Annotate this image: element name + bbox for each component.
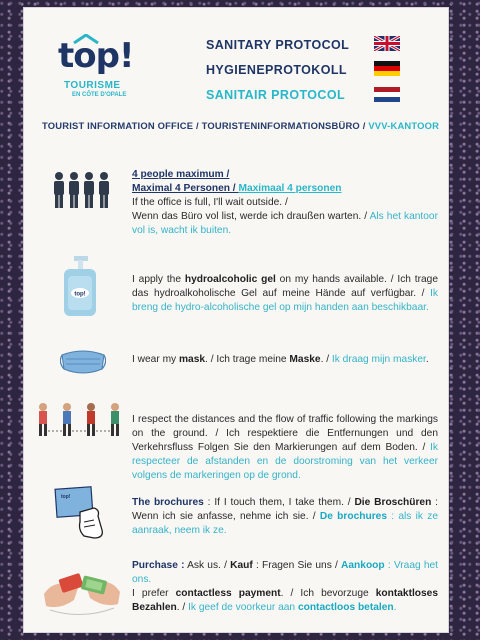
rule4-text-nl: Ik respecteer de afstanden en de doorstroming van het verkeer volgens de markeringen op de grond. — [132, 442, 438, 481]
rule2-text-nl: Ik breng de hydro-alcoholische gel op mijn handen aan beschikbaar. — [132, 288, 438, 313]
rule6-bold-nl: Aankoop — [341, 560, 385, 571]
rule6-text-b: Ask us. / — [184, 560, 231, 571]
rule6-bold-contactloos: contactloos betalen — [297, 602, 394, 613]
rule6-bold-kontaktlos: kontaktloses Bezahlen — [132, 588, 439, 613]
rule1-title-de: Maximal 4 Personen / — [132, 183, 239, 194]
protocol-sheet — [24, 8, 448, 632]
rule3-text-nl: Ik draag mijn masker — [331, 354, 426, 365]
dutch-flag-icon — [374, 87, 400, 102]
brochure-hand-icon — [54, 486, 108, 540]
rule2-text-c: on my hands available. / Ich trage das hydroalkoholische Gel auf meine Hände auf verfügbar. / — [132, 274, 439, 299]
hand-gel-bottle-icon — [60, 256, 100, 318]
rule-distancing — [132, 413, 438, 483]
rule1-title-en: 4 people maximum / — [132, 169, 230, 180]
svg-text:top!: top! — [74, 291, 86, 298]
rule2-bold: hydroalcoholic gel — [184, 274, 276, 285]
rule6-text-i: . / Ich bevorzuge — [280, 588, 376, 599]
rule6-text-k: . / — [176, 602, 189, 613]
logo-word: top! — [58, 36, 134, 76]
rule2-text-a: I apply the — [132, 274, 185, 285]
rule5-bold-nl: De brochures — [319, 511, 387, 522]
face-mask-icon — [60, 345, 106, 377]
rule5-bold-en: The brochures — [132, 497, 204, 508]
rule3-bold-maske: Maske — [289, 354, 321, 365]
rule3-text-a: I wear my — [132, 354, 179, 365]
rule-hand-gel — [132, 273, 438, 315]
rule-max-people — [132, 168, 438, 238]
top-tourisme-logo — [58, 36, 140, 110]
rule5-bold-de: Die Broschüren — [354, 497, 432, 508]
rule5-text-d: : Wenn ich sie anfasse, nehme ich sie. / — [132, 497, 439, 522]
rule-purchase — [132, 559, 438, 615]
protocol-title-nl: SANITAIR PROTOCOL — [206, 88, 345, 102]
rule-brochures — [132, 496, 438, 538]
rule1-title-nl: Maximaal 4 personen — [238, 183, 342, 194]
rule6-bold-de: Kauf — [230, 560, 253, 571]
rule6-text-g: I prefer — [132, 588, 176, 599]
rule6-text-n: . — [393, 602, 397, 613]
contactless-payment-icon — [42, 564, 122, 620]
rule3-text-e: . / — [320, 354, 332, 365]
social-distancing-icon — [34, 400, 124, 440]
protocol-title-de: HYGIENEPROTOKOLL — [206, 63, 347, 77]
svg-text:top!: top! — [61, 494, 71, 500]
rule3-text-g: . — [425, 354, 429, 365]
protocol-title-en: SANITARY PROTOCOL — [206, 38, 350, 52]
rule1-line-nl: Als het kantoor vol is, wacht ik buiten. — [132, 211, 438, 236]
rule1-line-en: If the office is full, I'll wait outside. / — [132, 197, 288, 208]
rule4-text-a: I respect the distances and the flow of traffic following the markings on the ground. / Ich respektiere die Entfernungen und den Verkehrsfluss Folgen Sie den Markierungen auf dem Boden. / — [132, 414, 438, 453]
office-en-de: TOURIST INFORMATION OFFICE / TOURISTENINFORMATIONSBÜRO / — [42, 120, 369, 131]
rule5-text-nl: : als ik ze aanraak, neem ik ze. — [132, 511, 438, 536]
rule6-text-d: : Fragen Sie uns / — [252, 560, 342, 571]
rule6-text-nl2: Ik geef de voorkeur aan — [188, 602, 298, 613]
rule-mask — [132, 353, 438, 367]
rule3-text-c: . / Ich trage meine — [205, 354, 290, 365]
four-people-icon — [52, 171, 112, 211]
rule6-bold-contactless: contactless payment — [175, 588, 281, 599]
rule6-text-nl: : Vraag het ons. — [132, 560, 439, 585]
rule6-bold-en: Purchase : — [132, 560, 185, 571]
office-nl: VVV-KANTOOR — [368, 120, 440, 131]
logo-line2: EN CÔTE D'OPALE — [72, 92, 127, 98]
german-flag-icon — [374, 61, 400, 76]
logo-line1: TOURISME — [64, 80, 121, 91]
office-line — [42, 120, 439, 131]
rule1-line-de: Wenn das Büro vol list, werde ich draußen warten. / — [132, 211, 370, 222]
rule5-text-b: : If I touch them, I take them. / — [203, 497, 355, 508]
rule3-bold-mask: mask — [178, 354, 206, 365]
uk-flag-icon — [374, 36, 400, 51]
